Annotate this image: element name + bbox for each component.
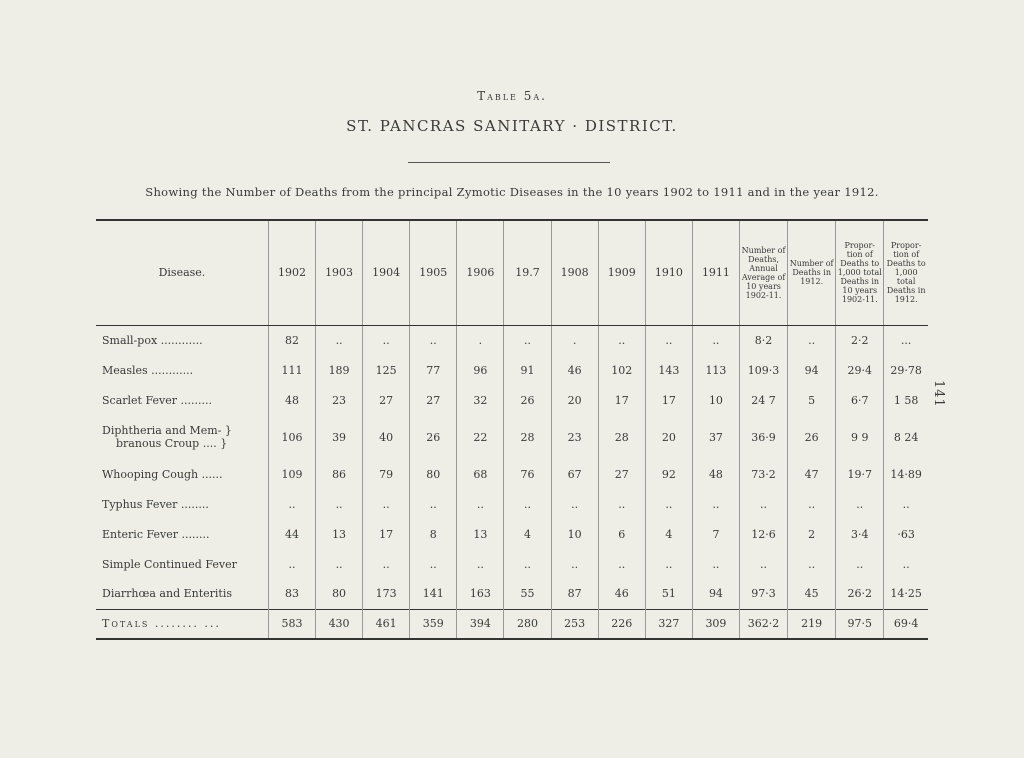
- table-cell: 94: [788, 355, 836, 385]
- table-cell: ·63: [884, 519, 928, 549]
- table-cell: 45: [788, 579, 836, 609]
- table-cell: 3·4: [836, 519, 884, 549]
- table-cell: 111: [268, 355, 315, 385]
- table-cell: 39: [316, 415, 363, 459]
- table-cell: 68: [457, 459, 504, 489]
- table-cell: ..: [836, 549, 884, 579]
- table-row: [96, 519, 928, 549]
- table-cell: ..: [740, 489, 788, 519]
- table-cell: ..: [692, 489, 739, 519]
- table-cell: 19·7: [836, 459, 884, 489]
- table-cell: 26: [410, 415, 457, 459]
- table-cell: 91: [504, 355, 551, 385]
- table-cell: 9 9: [836, 415, 884, 459]
- disease-name: [96, 519, 268, 549]
- totals-cell: 309: [692, 609, 739, 639]
- table-cell: 29·78: [884, 355, 928, 385]
- table-cell: 28: [504, 415, 551, 459]
- table-cell: ..: [363, 489, 410, 519]
- col-header-1902: 1902: [268, 220, 315, 325]
- table-cell: .: [457, 325, 504, 355]
- disease-name: [96, 549, 268, 579]
- table-cell: 82: [268, 325, 315, 355]
- table-cell: ..: [410, 549, 457, 579]
- table-row: [96, 385, 928, 415]
- table-cell: ..: [692, 549, 739, 579]
- table-cell: 36·9: [740, 415, 788, 459]
- header-row: [96, 220, 928, 325]
- table-cell: 5: [788, 385, 836, 415]
- table-cell: 27: [363, 385, 410, 415]
- table-cell: 86: [316, 459, 363, 489]
- table-cell: 67: [551, 459, 598, 489]
- disease-name-line: Typhus Fever ........: [102, 497, 209, 511]
- table-cell: 32: [457, 385, 504, 415]
- disease-name: [96, 579, 268, 609]
- table-cell: ..: [316, 325, 363, 355]
- table-cell: ..: [457, 549, 504, 579]
- title-divider: [408, 162, 610, 163]
- table-cell: 8 24: [884, 415, 928, 459]
- table-cell: ..: [363, 325, 410, 355]
- table-cell: 106: [268, 415, 315, 459]
- table-cell: 12·6: [740, 519, 788, 549]
- totals-cell: 280: [504, 609, 551, 639]
- table-cell: ..: [410, 489, 457, 519]
- table-cell: 48: [268, 385, 315, 415]
- col-header-1909: 1909: [598, 220, 645, 325]
- table-cell: 40: [363, 415, 410, 459]
- table-cell: 4: [645, 519, 692, 549]
- table-cell: ..: [551, 489, 598, 519]
- table-cell: .: [551, 325, 598, 355]
- table-cell: 2·2: [836, 325, 884, 355]
- table-cell: 44: [268, 519, 315, 549]
- totals-cell: 69·4: [884, 609, 928, 639]
- table-cell: 29·4: [836, 355, 884, 385]
- totals-cell: 430: [316, 609, 363, 639]
- col-header-proportion-10yr: Propor- tion of Deaths to 1,000 total Deaths in 10 years 1902-11.: [836, 220, 884, 325]
- totals-cell: 226: [598, 609, 645, 639]
- disease-name: [96, 489, 268, 519]
- table-cell: ..: [645, 549, 692, 579]
- table-cell: 20: [645, 415, 692, 459]
- table-cell: 189: [316, 355, 363, 385]
- table-cell: ..: [598, 325, 645, 355]
- table-row: [96, 355, 928, 385]
- table-cell: 143: [645, 355, 692, 385]
- disease-name-line: Scarlet Fever .........: [102, 393, 212, 407]
- col-header-1910: 1910: [645, 220, 692, 325]
- col-header-proportion-1912: Propor- tion of Deaths to 1,000 total Deaths in 1912.: [884, 220, 928, 325]
- table-cell: ..: [884, 489, 928, 519]
- table-cell: 17: [598, 385, 645, 415]
- table-body: [96, 325, 928, 639]
- table-cell: 94: [692, 579, 739, 609]
- disease-name-line: Whooping Cough ......: [102, 467, 223, 481]
- table-cell: 48: [692, 459, 739, 489]
- table-caption: Showing the Number of Deaths from the principal Zymotic Diseases in the 10 years 1902 to 1911 and in the year 1912.: [145, 185, 879, 199]
- table-cell: 80: [316, 579, 363, 609]
- table-cell: ..: [410, 325, 457, 355]
- table-cell: 125: [363, 355, 410, 385]
- table-row: [96, 489, 928, 519]
- table-cell: ...: [884, 325, 928, 355]
- table-cell: 24 7: [740, 385, 788, 415]
- table-cell: 20: [551, 385, 598, 415]
- disease-name: [96, 325, 268, 355]
- table-cell: ..: [645, 325, 692, 355]
- table-cell: 77: [410, 355, 457, 385]
- table-cell: 141: [410, 579, 457, 609]
- table-cell: ..: [884, 549, 928, 579]
- disease-name-line: Enteric Fever ........: [102, 527, 210, 541]
- col-header-1906: 1906: [457, 220, 504, 325]
- col-header-1907: 19.7: [504, 220, 551, 325]
- table-cell: 26: [788, 415, 836, 459]
- table-cell: ..: [551, 549, 598, 579]
- disease-name: [96, 355, 268, 385]
- table-cell: ..: [788, 489, 836, 519]
- table-cell: ..: [457, 489, 504, 519]
- table-cell: 163: [457, 579, 504, 609]
- table-cell: 97·3: [740, 579, 788, 609]
- col-header-1911: 1911: [692, 220, 739, 325]
- disease-name: [96, 459, 268, 489]
- col-header-1903: 1903: [316, 220, 363, 325]
- table-cell: 92: [645, 459, 692, 489]
- table-label: Table 5a.: [477, 89, 547, 103]
- table-cell: ..: [316, 549, 363, 579]
- totals-cell: 97·5: [836, 609, 884, 639]
- disease-name-line: Small-pox ............: [102, 333, 203, 347]
- col-header-annual-average: Number of Deaths, Annual Average of 10 years 1902-11.: [740, 220, 788, 325]
- totals-cell: 461: [363, 609, 410, 639]
- totals-cell: 583: [268, 609, 315, 639]
- table-cell: 46: [551, 355, 598, 385]
- table-cell: 47: [788, 459, 836, 489]
- col-header-disease: Disease.: [96, 220, 268, 325]
- table-cell: 55: [504, 579, 551, 609]
- totals-cell: 219: [788, 609, 836, 639]
- col-header-1904: 1904: [363, 220, 410, 325]
- table-cell: ..: [836, 489, 884, 519]
- table-cell: ..: [788, 325, 836, 355]
- totals-cell: 359: [410, 609, 457, 639]
- table-cell: 6: [598, 519, 645, 549]
- table-cell: 76: [504, 459, 551, 489]
- disease-name: [96, 385, 268, 415]
- table-cell: 113: [692, 355, 739, 385]
- table-cell: 10: [551, 519, 598, 549]
- table-row: [96, 325, 928, 355]
- table-cell: 2: [788, 519, 836, 549]
- page-number: 141: [931, 380, 946, 408]
- table-cell: 173: [363, 579, 410, 609]
- totals-row: [96, 609, 928, 639]
- table-row: [96, 459, 928, 489]
- table-cell: ..: [268, 549, 315, 579]
- totals-cell: 362·2: [740, 609, 788, 639]
- table-cell: ..: [504, 489, 551, 519]
- table-cell: 1 58: [884, 385, 928, 415]
- table-cell: 10: [692, 385, 739, 415]
- district-title: ST. PANCRAS SANITARY · DISTRICT.: [346, 117, 678, 135]
- disease-name-line: Diphtheria and Mem- }: [102, 424, 232, 437]
- table-cell: 14·89: [884, 459, 928, 489]
- table-cell: ..: [645, 489, 692, 519]
- table-cell: 26·2: [836, 579, 884, 609]
- table-cell: 7: [692, 519, 739, 549]
- table-cell: 27: [598, 459, 645, 489]
- table-cell: 6·7: [836, 385, 884, 415]
- table-cell: ..: [788, 549, 836, 579]
- table-cell: 13: [316, 519, 363, 549]
- table-cell: 73·2: [740, 459, 788, 489]
- table-cell: 83: [268, 579, 315, 609]
- table-cell: 96: [457, 355, 504, 385]
- table-cell: 8: [410, 519, 457, 549]
- table-cell: 14·25: [884, 579, 928, 609]
- disease-name-line: branous Croup .... }: [116, 437, 228, 450]
- table-cell: 109: [268, 459, 315, 489]
- table-cell: 109·3: [740, 355, 788, 385]
- table-cell: 13: [457, 519, 504, 549]
- table-row: [96, 579, 928, 609]
- col-header-1905: 1905: [410, 220, 457, 325]
- table-cell: ..: [504, 549, 551, 579]
- table-cell: ..: [268, 489, 315, 519]
- totals-cell: 253: [551, 609, 598, 639]
- table-cell: 79: [363, 459, 410, 489]
- table-cell: 28: [598, 415, 645, 459]
- table-cell: 27: [410, 385, 457, 415]
- table-cell: 51: [645, 579, 692, 609]
- disease-name-line: Diarrhœa and Enteritis: [102, 587, 233, 601]
- table-cell: 80: [410, 459, 457, 489]
- disease-name: [96, 415, 268, 459]
- table-cell: 87: [551, 579, 598, 609]
- table-cell: 37: [692, 415, 739, 459]
- table-cell: 46: [598, 579, 645, 609]
- table-cell: 23: [316, 385, 363, 415]
- table-cell: 26: [504, 385, 551, 415]
- table-cell: ..: [740, 549, 788, 579]
- table-cell: ..: [692, 325, 739, 355]
- deaths-table: [96, 219, 928, 640]
- totals-cell: 327: [645, 609, 692, 639]
- table-cell: 4: [504, 519, 551, 549]
- col-header-1908: 1908: [551, 220, 598, 325]
- totals-cell: 394: [457, 609, 504, 639]
- table-cell: 8·2: [740, 325, 788, 355]
- table-row: [96, 415, 928, 459]
- table-cell: ..: [598, 489, 645, 519]
- table-cell: 23: [551, 415, 598, 459]
- table-cell: 17: [645, 385, 692, 415]
- table-cell: 22: [457, 415, 504, 459]
- disease-name-line: Simple Continued Fever: [102, 557, 237, 571]
- table-cell: 102: [598, 355, 645, 385]
- disease-name-line: Measles ............: [102, 363, 194, 377]
- col-header-deaths-1912: Number of Deaths in 1912.: [788, 220, 836, 325]
- table-cell: ..: [598, 549, 645, 579]
- table-row: [96, 549, 928, 579]
- table-cell: ..: [504, 325, 551, 355]
- table-cell: 17: [363, 519, 410, 549]
- table-cell: ..: [363, 549, 410, 579]
- table-cell: ..: [316, 489, 363, 519]
- totals-label: Totals ........ ...: [96, 609, 268, 639]
